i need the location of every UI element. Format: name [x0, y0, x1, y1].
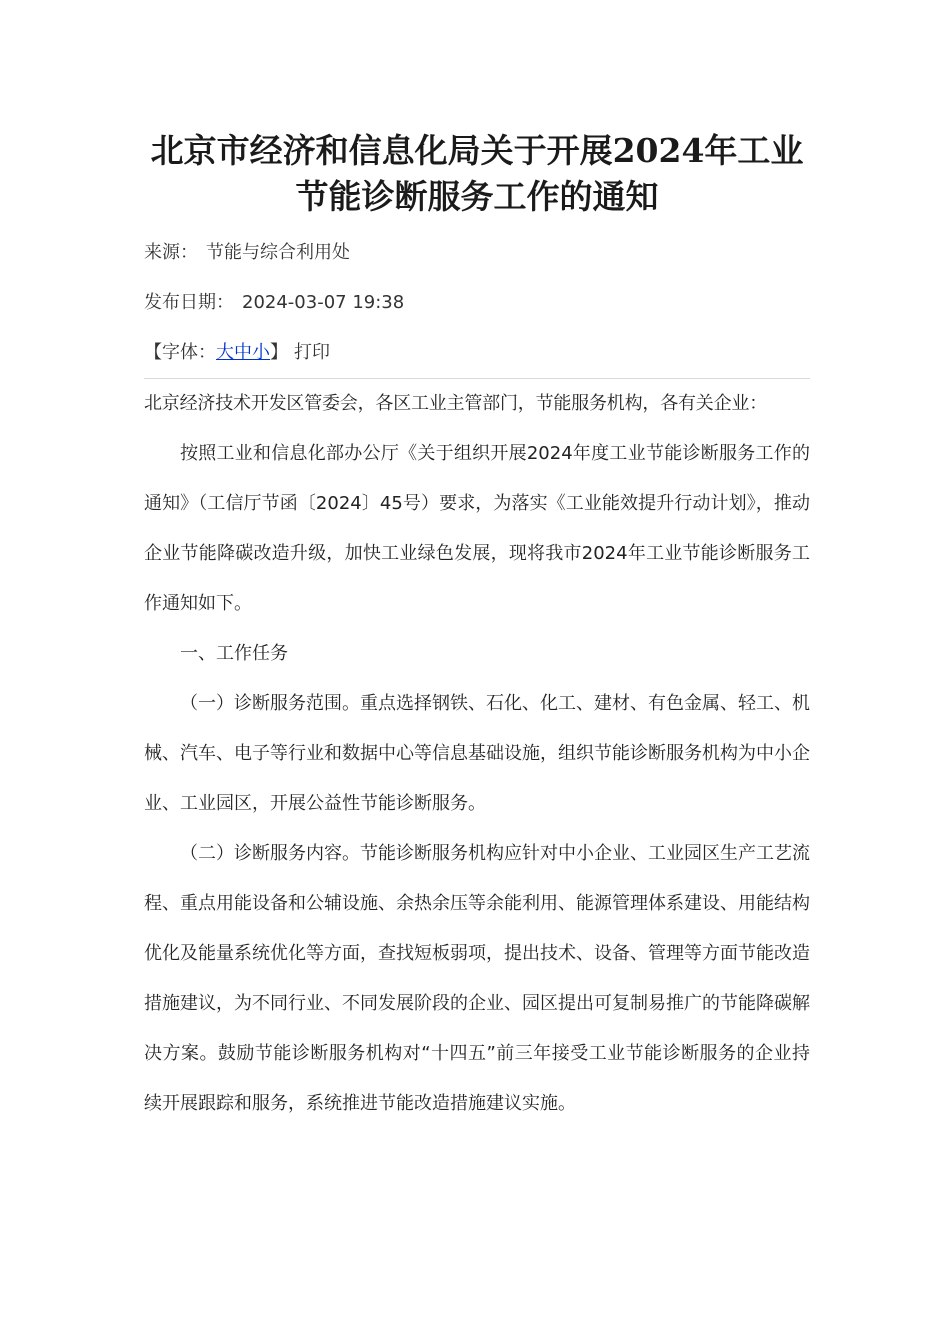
date-label: 发布日期：: [144, 292, 234, 313]
source-line: [144, 228, 810, 278]
page-title: 北京市经济和信息化局关于开展2024年工业节能诊断服务工作的通知: [150, 131, 804, 216]
item-paragraph-1: （一）诊断服务范围。重点选择钢铁、石化、化工、建材、有色金属、轻工、机械、汽车、电子等行业和数据中心等信息基础设施，组织节能诊断服务机构为中小企业、工业园区，开展公益性节能诊断服务。: [144, 693, 810, 814]
item-paragraph-2: （二）诊断服务内容。节能诊断服务机构应针对中小企业、工业园区生产工艺流程、重点用能设备和公辅设施、余热余压等余能利用、能源管理体系建设、用能结构优化及能量系统优化等方面，查找短板弱项，提出技术、设备、管理等方面节能改造措施建议，为不同行业、不同发展阶段的企业、园区提出可复制易推广的节能降碳解决方案。鼓励节能诊断服务机构对“十四五”前三年接受工业节能诊断服务的企业持续开展跟踪和服务，系统推进节能改造措施建议实施。: [144, 843, 810, 1114]
section-heading: 一、工作任务: [180, 643, 288, 664]
source-label: 来源：: [144, 242, 198, 263]
font-size-prefix: 【字体：: [144, 342, 216, 363]
article: [144, 128, 810, 1129]
salutation: 北京经济技术开发区管委会，各区工业主管部门，节能服务机构，各有关企业：: [144, 393, 767, 414]
font-size-medium-link[interactable]: 中: [234, 342, 252, 363]
article-body: [144, 379, 810, 1129]
font-size-large-link[interactable]: 大: [216, 342, 234, 363]
date-line: [144, 278, 810, 328]
source-value: 节能与综合利用处: [206, 242, 350, 263]
font-size-small-link[interactable]: 小: [252, 342, 270, 363]
intro-paragraph: 按照工业和信息化部办公厅《关于组织开展2024年度工业节能诊断服务工作的通知》（工信厅节函〔2024〕45号）要求，为落实《工业能效提升行动计划》，推动企业节能降碳改造升级，加快工业绿色发展，现将我市2024年工业节能诊断服务工作通知如下。: [144, 443, 810, 614]
date-value: 2024-03-07 19:38: [242, 292, 405, 313]
font-size-suffix: 】: [270, 342, 288, 363]
print-link[interactable]: 打印: [294, 342, 330, 363]
font-size-line: [144, 328, 810, 378]
